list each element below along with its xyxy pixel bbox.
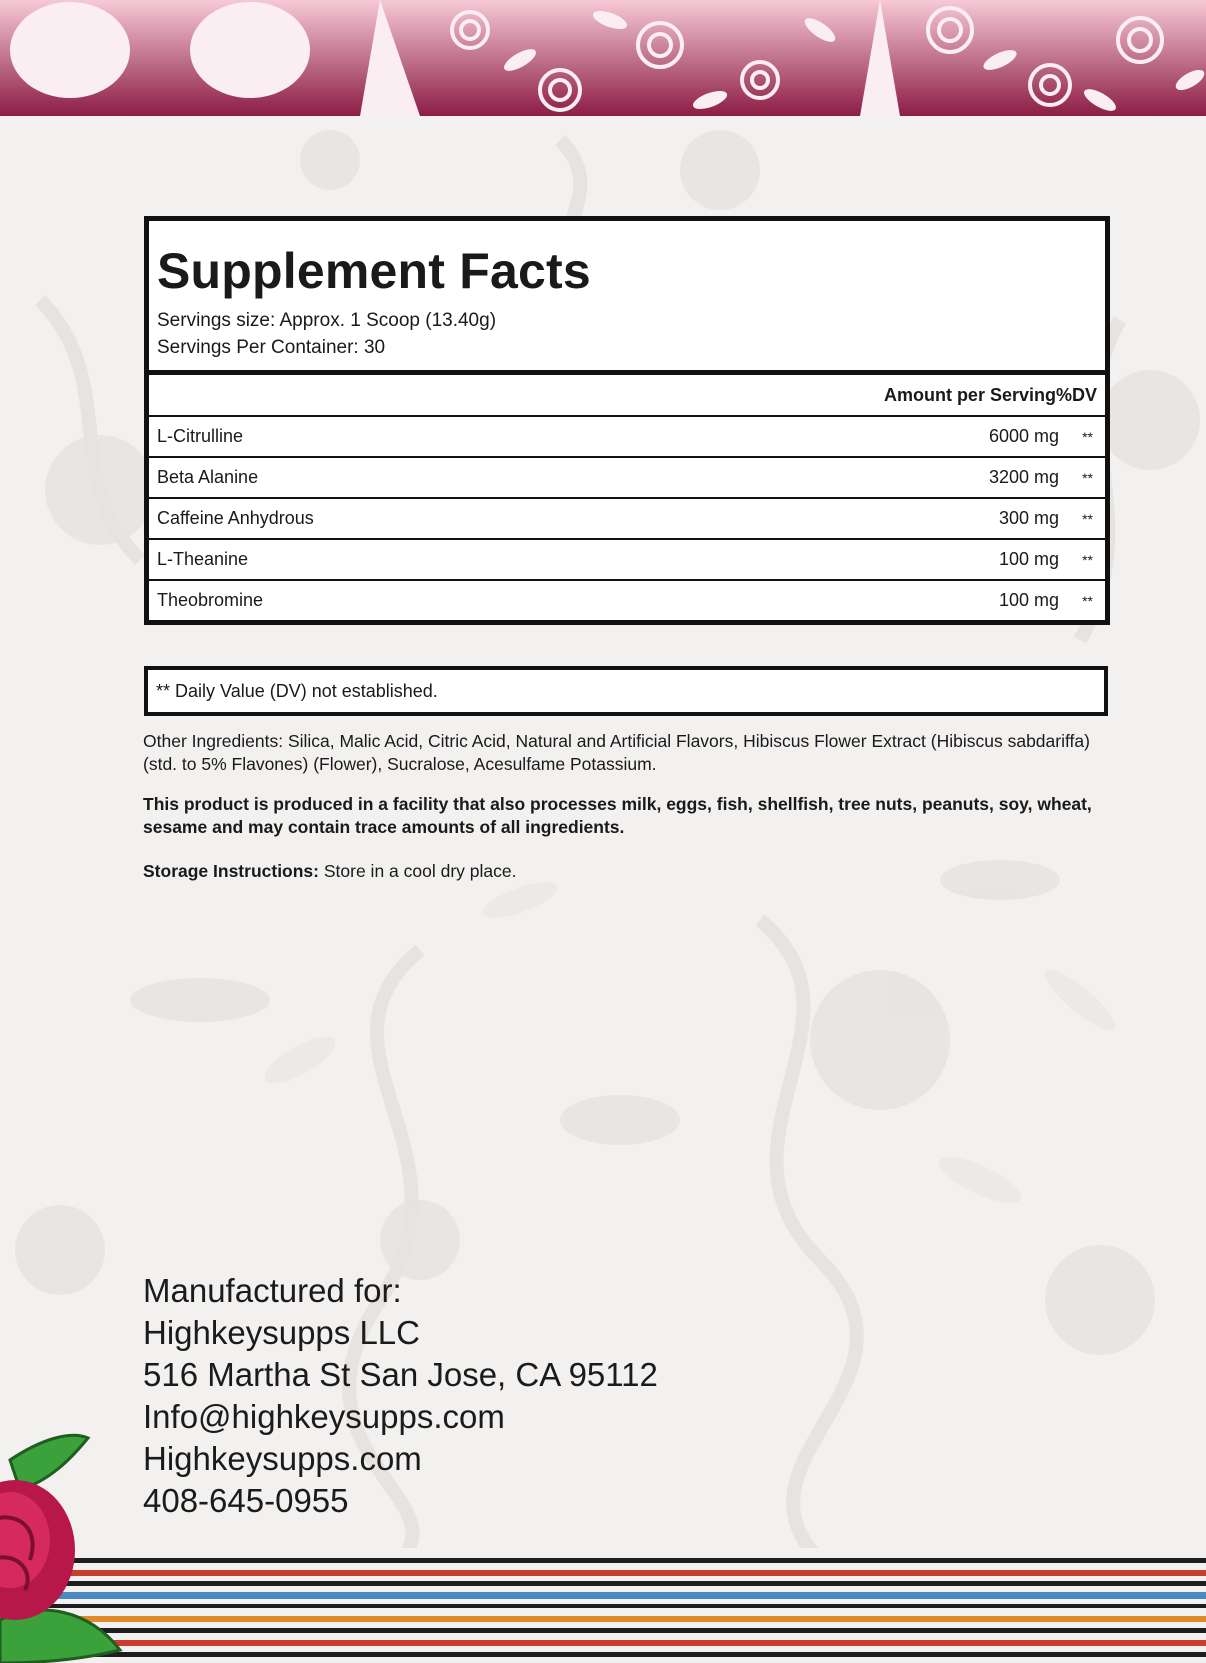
manufacturer-company: Highkeysupps LLC bbox=[143, 1314, 420, 1351]
ingredient-dv: ** bbox=[1082, 510, 1093, 527]
manufacturer-info bbox=[143, 1270, 658, 1522]
ingredient-dv: ** bbox=[1082, 551, 1093, 568]
ingredient-amount: 100 mg bbox=[998, 590, 1059, 610]
ingredient-row bbox=[149, 417, 1105, 458]
manufacturer-website: Highkeysupps.com bbox=[143, 1440, 422, 1477]
manufacturer-heading: Manufactured for: bbox=[143, 1272, 402, 1309]
daily-value-note-text: ** Daily Value (DV) not established. bbox=[156, 681, 438, 701]
allergen-statement: This product is produced in a facility that also processes milk, eggs, fish, shellfish, tree nuts, peanuts, soy, wheat, sesame and may contain trace amounts of all ingredients. bbox=[143, 794, 1092, 837]
ingredient-name: Theobromine bbox=[157, 590, 264, 610]
ingredient-amount: 6000 mg bbox=[988, 426, 1059, 446]
ingredient-row bbox=[149, 540, 1105, 581]
facts-header-row bbox=[149, 375, 1105, 417]
ingredient-amount: 100 mg bbox=[998, 549, 1059, 569]
bottom-stripes bbox=[0, 1548, 1206, 1663]
daily-value-note bbox=[144, 666, 1108, 716]
facts-title: Supplement Facts bbox=[157, 243, 591, 299]
ingredient-amount: 300 mg bbox=[998, 508, 1059, 528]
ingredient-amount: 3200 mg bbox=[988, 467, 1059, 487]
ingredient-name: Beta Alanine bbox=[157, 467, 259, 487]
rose-flower-illustration bbox=[0, 1430, 130, 1663]
floral-banner bbox=[0, 0, 1206, 116]
ingredient-dv: ** bbox=[1082, 592, 1093, 609]
ingredient-row bbox=[149, 458, 1105, 499]
ingredient-dv: ** bbox=[1082, 428, 1093, 445]
servings-per-container: Servings Per Container: 30 bbox=[157, 337, 386, 358]
supplement-facts-panel bbox=[144, 216, 1110, 625]
manufacturer-address: 516 Martha St San Jose, CA 95112 bbox=[143, 1356, 658, 1393]
serving-size: Servings size: Approx. 1 Scoop (13.40g) bbox=[157, 310, 497, 331]
header-dv: %DV bbox=[1055, 384, 1097, 405]
ingredient-name: Caffeine Anhydrous bbox=[157, 508, 314, 528]
other-ingredients: Other Ingredients: Silica, Malic Acid, Citric Acid, Natural and Artificial Flavors, Hibiscus Flower Extract (Hibiscus sabdariffa) (std. to 5% Flavones) (Flower), Sucralose, Acesulfame Potassium. bbox=[143, 731, 1090, 774]
storage-text: Store in a cool dry place. bbox=[319, 861, 517, 881]
ingredient-row bbox=[149, 581, 1105, 620]
manufacturer-email: Info@highkeysupps.com bbox=[143, 1398, 505, 1435]
header-amount: Amount per Serving bbox=[883, 384, 1056, 405]
manufacturer-phone: 408-645-0955 bbox=[143, 1482, 349, 1519]
storage-instructions bbox=[143, 860, 1103, 883]
ingredient-row bbox=[149, 499, 1105, 540]
serving-info bbox=[149, 221, 1105, 375]
ingredient-name: L-Citrulline bbox=[157, 426, 244, 446]
ingredient-dv: ** bbox=[1082, 469, 1093, 486]
storage-label: Storage Instructions: bbox=[143, 861, 319, 881]
ingredient-name: L-Theanine bbox=[157, 549, 249, 569]
